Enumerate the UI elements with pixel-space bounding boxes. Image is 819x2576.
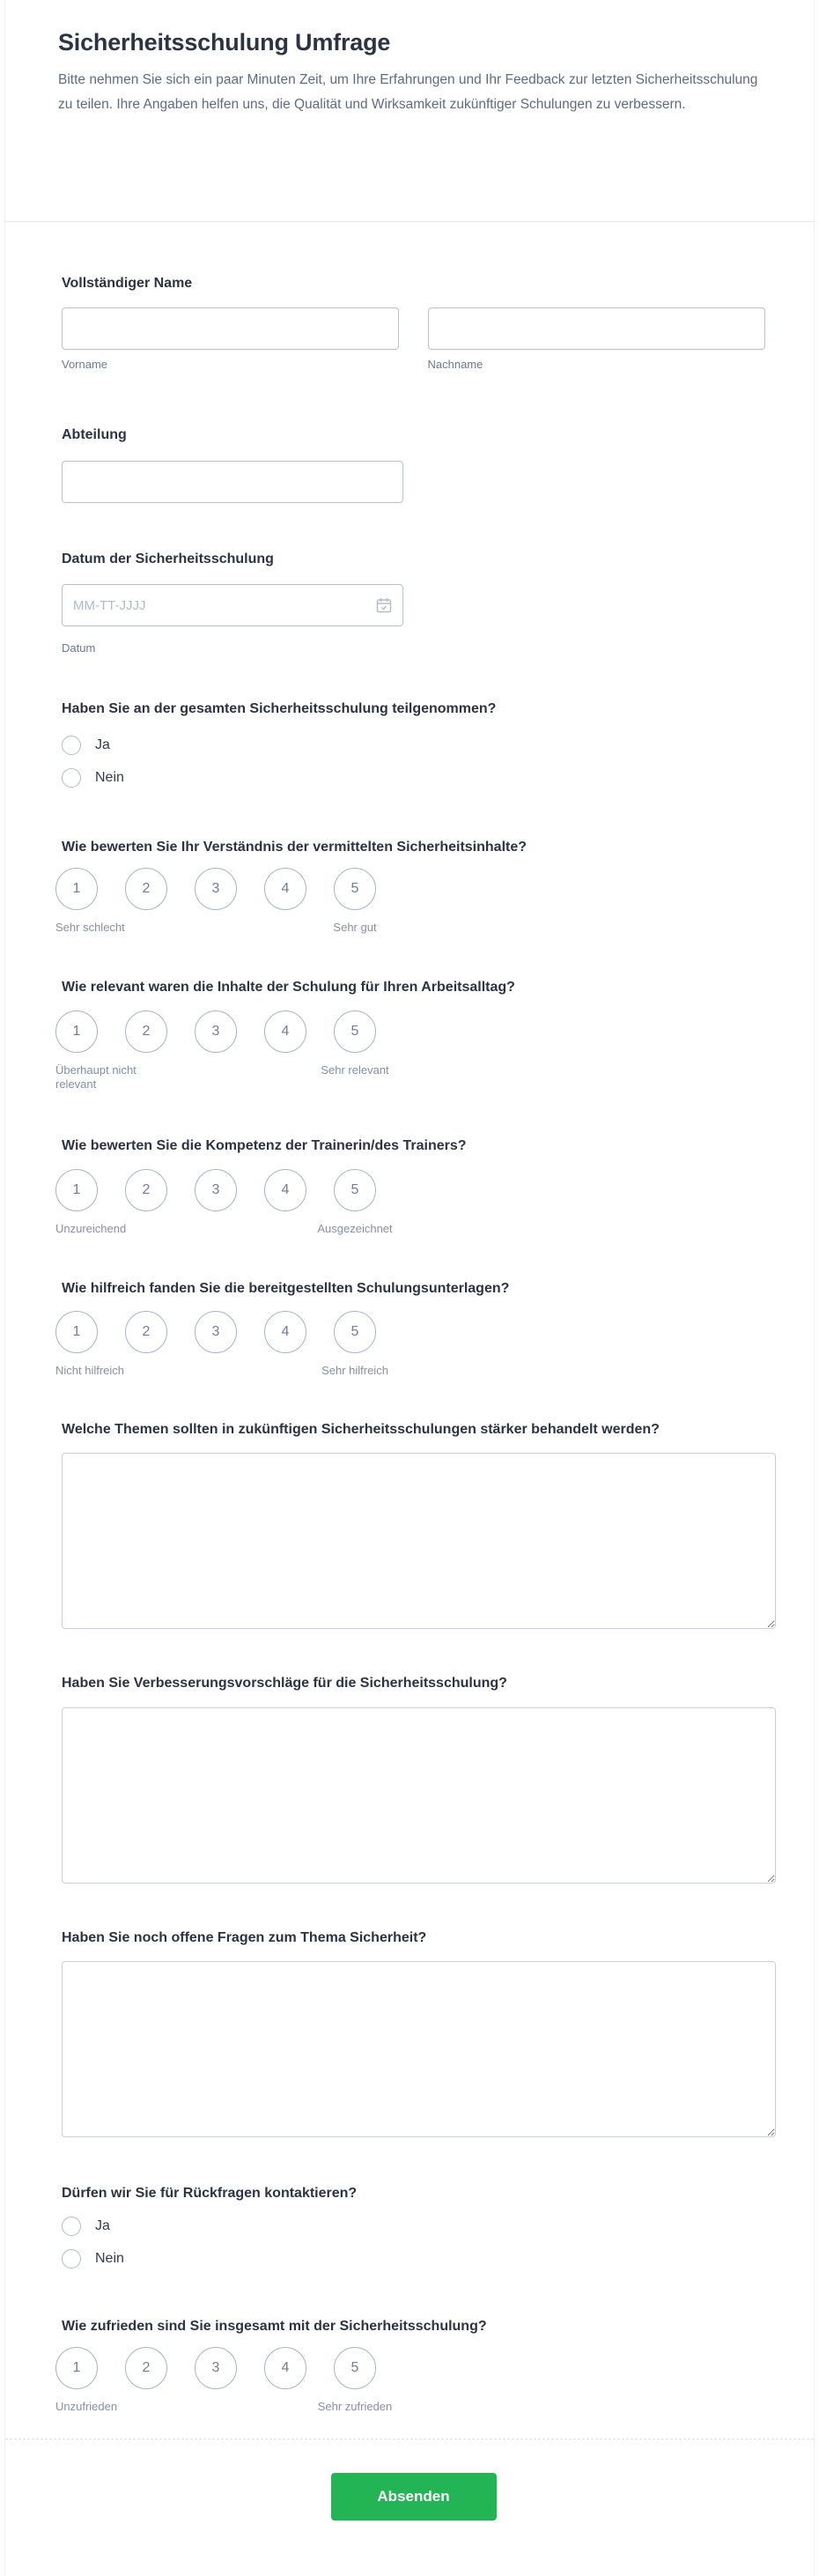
- scale-min-label: Sehr schlecht: [55, 921, 125, 934]
- submit-area: [62, 2439, 765, 2520]
- scale-max-label: Ausgezeichnet: [317, 1222, 393, 1235]
- scale-option-4[interactable]: 4: [264, 1169, 306, 1211]
- materials-label: Wie hilfreich fanden Sie die bereitgestellten Schulungsunterlagen?: [62, 1281, 510, 1296]
- attended-option-nein[interactable]: [62, 768, 765, 788]
- full-name-label: Vollständiger Name: [62, 276, 193, 291]
- satisfaction-label: Wie zufrieden sind Sie insgesamt mit der Sicherheitsschulung?: [62, 2319, 487, 2334]
- radio-label: Nein: [95, 770, 124, 785]
- first-name-sublabel: Vorname: [62, 358, 108, 371]
- understanding-scale: [55, 868, 765, 910]
- scale-option-4[interactable]: 4: [264, 868, 306, 910]
- field-future-topics: [62, 1419, 765, 1629]
- scale-option-2[interactable]: 2: [125, 2347, 167, 2389]
- scale-option-3[interactable]: 3: [195, 1311, 237, 1353]
- scale-min-label: Unzureichend: [55, 1222, 127, 1235]
- training-date-label: Datum der Sicherheitsschulung: [62, 551, 274, 566]
- contact-label: Dürfen wir Sie für Rückfragen kontaktieren?: [62, 2186, 358, 2201]
- department-label: Abteilung: [62, 427, 127, 442]
- contact-option-ja[interactable]: [62, 2217, 765, 2236]
- field-attended: [62, 699, 765, 788]
- scale-max-label: Sehr relevant: [321, 1063, 389, 1077]
- understanding-scale-labels: [55, 921, 376, 936]
- field-open-questions: [62, 1928, 765, 2137]
- attended-options: [62, 736, 765, 788]
- relevance-label: Wie relevant waren die Inhalte der Schulung für Ihren Arbeitsalltag?: [62, 980, 515, 995]
- scale-option-1[interactable]: 1: [55, 1311, 98, 1353]
- future-topics-textarea[interactable]: [62, 1453, 776, 1629]
- date-input[interactable]: [62, 584, 403, 626]
- relevance-scale-labels: [55, 1063, 389, 1093]
- open-questions-textarea[interactable]: [62, 1961, 776, 2137]
- scale-max-label: Sehr zufrieden: [317, 2400, 393, 2413]
- radio-label: Ja: [95, 2218, 110, 2233]
- scale-min-label: Überhaupt nicht relevant: [55, 1063, 136, 1091]
- materials-scale: [55, 1311, 765, 1353]
- contact-option-nein[interactable]: [62, 2249, 765, 2269]
- scale-option-1[interactable]: 1: [55, 868, 98, 910]
- relevance-scale: [55, 1010, 765, 1053]
- last-name-sublabel: Nachname: [427, 358, 483, 371]
- radio-circle[interactable]: [62, 2217, 81, 2236]
- scale-option-4[interactable]: 4: [264, 1311, 306, 1353]
- radio-circle[interactable]: [62, 736, 81, 755]
- satisfaction-scale: [55, 2347, 765, 2389]
- materials-scale-labels: [55, 1364, 388, 1379]
- field-overall-satisfaction: [55, 2316, 765, 2415]
- field-department: [62, 425, 765, 503]
- radio-circle[interactable]: [62, 2249, 81, 2269]
- scale-option-1[interactable]: 1: [55, 1010, 98, 1053]
- contact-options: [62, 2217, 765, 2269]
- open-questions-label: Haben Sie noch offene Fragen zum Thema Sicherheit?: [62, 1930, 427, 1945]
- scale-option-5[interactable]: 5: [334, 1169, 376, 1211]
- date-input-wrap: [62, 584, 403, 626]
- full-name-inputs: [62, 307, 765, 372]
- page-title: Sicherheitsschulung Umfrage: [58, 29, 391, 56]
- field-relevance: [55, 977, 765, 1093]
- trainer-scale-labels: [55, 1222, 393, 1237]
- last-name-col: [428, 307, 766, 372]
- radio-label: Nein: [95, 2251, 124, 2266]
- trainer-label: Wie bewerten Sie die Kompetenz der Trainerin/des Trainers?: [62, 1138, 467, 1153]
- field-training-date: [62, 549, 765, 655]
- scale-option-2[interactable]: 2: [125, 1311, 167, 1353]
- scale-option-3[interactable]: 3: [195, 1010, 237, 1053]
- first-name-col: [62, 307, 399, 372]
- form-body: [5, 222, 814, 2520]
- suggestions-textarea[interactable]: [62, 1707, 776, 1884]
- scale-option-1[interactable]: 1: [55, 1169, 98, 1211]
- scale-option-5[interactable]: 5: [334, 868, 376, 910]
- radio-circle[interactable]: [62, 768, 81, 788]
- satisfaction-scale-labels: [55, 2400, 393, 2415]
- field-materials: [55, 1278, 765, 1379]
- radio-label: Ja: [95, 737, 110, 752]
- date-sublabel: Datum: [62, 641, 96, 655]
- last-name-input[interactable]: [428, 307, 766, 350]
- first-name-input[interactable]: [62, 307, 399, 350]
- scale-option-3[interactable]: 3: [195, 2347, 237, 2389]
- trainer-scale: [55, 1169, 765, 1211]
- scale-max-label: Sehr gut: [333, 921, 377, 934]
- scale-option-5[interactable]: 5: [334, 1010, 376, 1053]
- scale-option-4[interactable]: 4: [264, 1010, 306, 1053]
- scale-option-2[interactable]: 2: [125, 868, 167, 910]
- scale-min-label: Unzufrieden: [55, 2400, 118, 2413]
- suggestions-label: Haben Sie Verbesserungsvorschläge für die Sicherheitsschulung?: [62, 1676, 507, 1691]
- department-input[interactable]: [62, 461, 403, 503]
- field-trainer-competence: [55, 1136, 765, 1237]
- scale-option-4[interactable]: 4: [264, 2347, 306, 2389]
- understanding-label: Wie bewerten Sie Ihr Verständnis der vermittelten Sicherheitsinhalte?: [62, 840, 528, 855]
- field-contact-permission: [62, 2183, 765, 2269]
- attended-option-ja[interactable]: [62, 736, 765, 755]
- field-understanding: [55, 837, 765, 936]
- scale-option-3[interactable]: 3: [195, 1169, 237, 1211]
- form-card: [4, 0, 815, 2576]
- scale-max-label: Sehr hilfreich: [321, 1364, 388, 1377]
- scale-option-2[interactable]: 2: [125, 1169, 167, 1211]
- form-description: Bitte nehmen Sie sich ein paar Minuten Zeit, um Ihre Erfahrungen und Ihr Feedback zur letzten Sicherheitsschulung zu teilen. Ihre Angaben helfen uns, die Qualität und Wirksamkeit zukünftiger Schulungen zu verbessern.: [58, 72, 758, 112]
- scale-min-label: Nicht hilfreich: [55, 1364, 125, 1377]
- scale-option-3[interactable]: 3: [195, 868, 237, 910]
- attended-label: Haben Sie an der gesamten Sicherheitsschulung teilgenommen?: [62, 701, 497, 716]
- field-suggestions: [62, 1673, 765, 1884]
- scale-option-5[interactable]: 5: [334, 2347, 376, 2389]
- scale-option-2[interactable]: 2: [125, 1010, 167, 1053]
- future-topics-label: Welche Themen sollten in zukünftigen Sicherheitsschulungen stärker behandelt werden?: [62, 1422, 660, 1437]
- field-full-name: [62, 273, 765, 372]
- scale-option-1[interactable]: 1: [55, 2347, 98, 2389]
- submit-button[interactable]: Absenden: [331, 2473, 497, 2520]
- form-header: [5, 0, 814, 222]
- scale-option-5[interactable]: 5: [334, 1311, 376, 1353]
